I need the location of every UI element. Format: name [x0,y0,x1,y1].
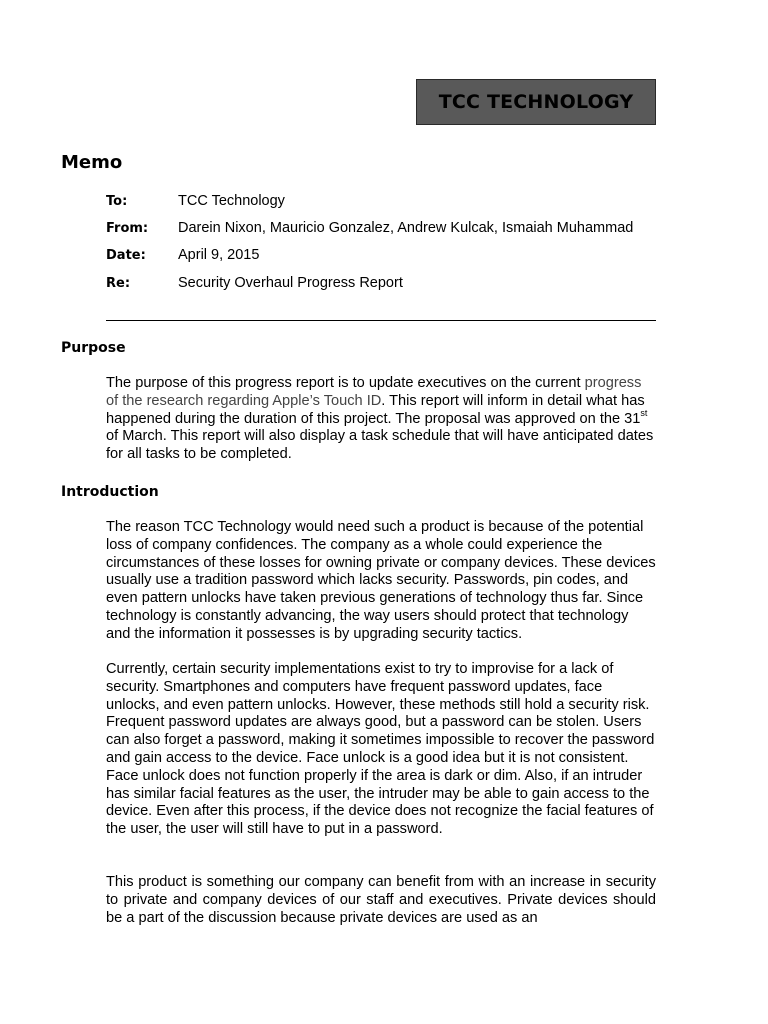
purpose-ordinal: st [640,407,648,418]
introduction-paragraph-2: Currently, certain security implementations exist to try to improvise for a lack of security. Smartphones and computers have frequent password updates, face unlocks, and even pattern unlocks. However, these methods still hold a security risk. Frequent password updates are always good, but a password can be stolen. Users can also forget a password, making it sometimes impossible to recover the password and gain access to the device. Face unlock is a good idea but it is not consistent. Face unlock does not function properly if the area is dark or dim. Also, if an intruder has similar facial features as the user, the intruder may be able to gain access to the device. Even after this process, if the device does not recognize the facial features of the user, the user will still have to put in a password. [106,661,655,838]
memo-to-value: TCC Technology [178,193,285,209]
memo-date-value: April 9, 2015 [178,247,260,263]
memo-date-row [106,247,259,263]
memo-date-label: Date: [106,248,146,263]
company-logo-text: TCC TECHNOLOGY [438,91,634,113]
memo-from-value: Darein Nixon, Mauricio Gonzalez, Andrew Kulcak, Ismaiah Muhammad [178,220,634,236]
memo-from-label: From: [106,221,149,236]
introduction-paragraph-3: This product is something our company can benefit from with an increase in security to private and company devices of our staff and executives. Private devices should be a part of the discussion because private devices are used as an [106,874,656,926]
introduction-heading: Introduction [61,484,159,500]
purpose-paragraph [106,375,656,464]
memo-to-label: To: [106,194,128,209]
purpose-text-1: The purpose of this progress report is to update executives on the current [106,375,581,391]
memo-title: Memo [61,152,123,173]
purpose-heading: Purpose [61,340,126,356]
purpose-text-2: progress of the research regarding Apple’s Touch ID [106,375,642,409]
company-logo-banner [416,79,656,125]
memo-re-label: Re: [106,276,131,291]
memo-to-row [106,193,285,209]
purpose-text-4: of March. This report will also display a task schedule that will have anticipated dates for all tasks to be completed. [106,428,654,463]
header-divider [106,320,656,321]
memo-from-row [106,220,633,236]
introduction-paragraph-1: The reason TCC Technology would need such a product is because of the potential loss of company confidences. The company as a whole could experience the circumstances of these losses for owning private or company devices. These devices usually use a tradition password which lacks security. Passwords, pin codes, and even pattern unlocks have taken previous generations of technology thus far. Since technology is constantly advancing, the way users should protect that technology and the information it possesses is by upgrading security tactics. [106,519,656,642]
memo-re-row [106,275,403,291]
purpose-text-3: . This report will inform in detail what has happened during the duration of this project. The proposal was approved on the 31 [106,392,645,427]
memo-re-value: Security Overhaul Progress Report [178,275,403,291]
